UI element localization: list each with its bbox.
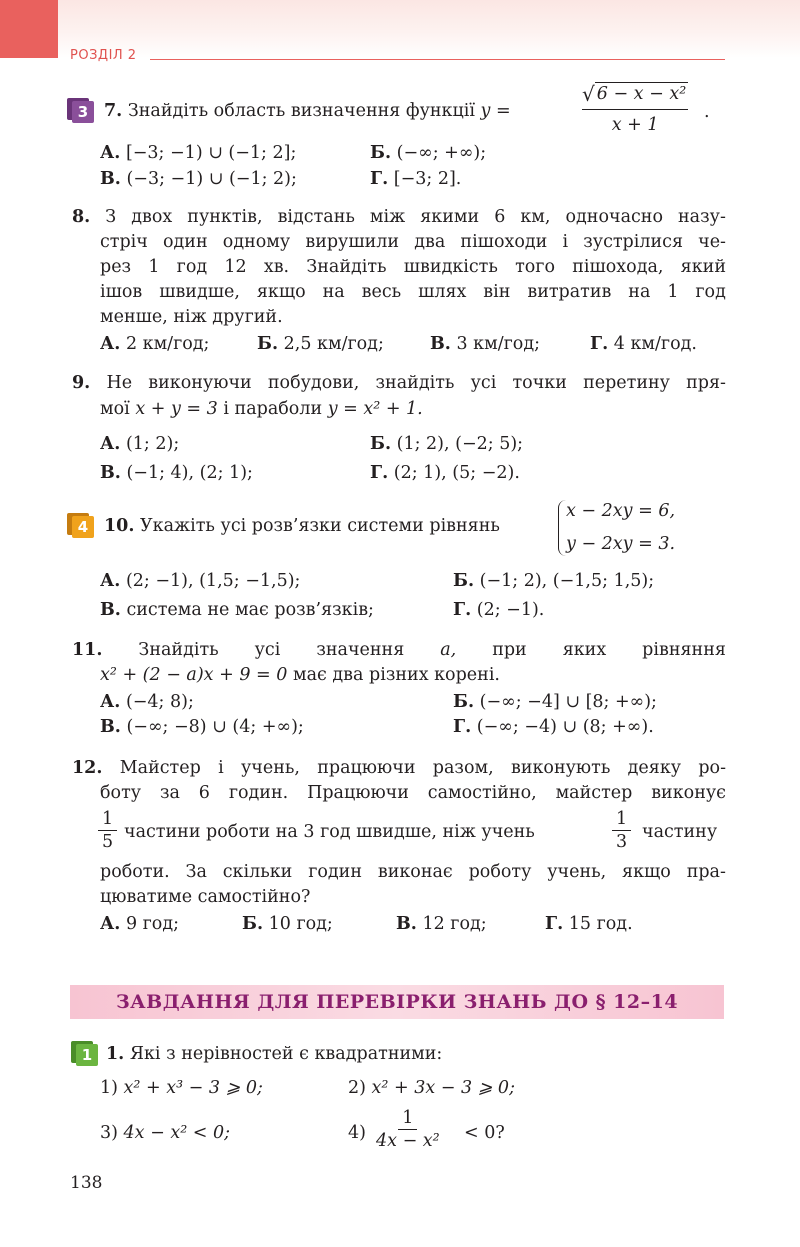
q12-line-2: боту за 6 годин. Працюючи самостійно, майстер виконує bbox=[100, 783, 726, 803]
option: Г. 15 год. bbox=[545, 914, 633, 934]
q7-fraction: √ 6 − x − x² x + 1 bbox=[582, 82, 687, 135]
option: Г. 4 км/год. bbox=[590, 334, 697, 354]
option: А. (−4; 8); bbox=[100, 692, 194, 712]
option: В. 3 км/год; bbox=[430, 334, 540, 354]
option: А. 2 км/год; bbox=[100, 334, 210, 354]
q7-end: . bbox=[704, 102, 710, 122]
option: А. (1; 2); bbox=[100, 434, 180, 454]
q12-line-3: частини роботи на 3 год швидше, ніж учень bbox=[124, 822, 535, 842]
option: В. (−1; 4), (2; 1); bbox=[100, 463, 253, 483]
option: В. 12 год; bbox=[396, 914, 487, 934]
level-badge: 1 bbox=[76, 1044, 98, 1066]
option: Б. 2,5 км/год; bbox=[257, 334, 384, 354]
option: Г. (2; −1). bbox=[453, 600, 545, 620]
section-banner-title: ЗАВДАННЯ ДЛЯ ПЕРЕВІРКИ ЗНАНЬ ДО § 12–14 bbox=[115, 991, 679, 1013]
q12-line-5: цюватиме самостійно? bbox=[100, 887, 311, 907]
equation-system: x − 2xy = 6, y − 2xy = 3. bbox=[566, 501, 676, 554]
fraction-one-fifth: $\frac{1}{5}$ bbox=[98, 808, 117, 853]
page-number: 138 bbox=[70, 1173, 103, 1193]
fraction-one-third: $\frac{1}{3}$ bbox=[612, 808, 631, 853]
option: В. система не має розв’язків; bbox=[100, 600, 374, 620]
option: Б. (−∞; +∞); bbox=[370, 143, 487, 163]
header-rule bbox=[150, 59, 725, 60]
item-4-tail: < 0? bbox=[464, 1123, 505, 1143]
chapter-tab bbox=[0, 0, 58, 58]
option: А. (2; −1), (1,5; −1,5); bbox=[100, 571, 301, 591]
option: Б. (1; 2), (−2; 5); bbox=[370, 434, 524, 454]
list-item: 1) x² + x³ − 3 ⩾ 0; bbox=[100, 1078, 263, 1098]
option: Б. (−1; 2), (−1,5; 1,5); bbox=[453, 571, 655, 591]
q10-text: 10. Укажіть усі розв’язки системи рівнянь bbox=[104, 516, 500, 536]
option: В. (−∞; −8) ∪ (4; +∞); bbox=[100, 717, 304, 737]
option: Г. [−3; 2]. bbox=[370, 169, 462, 189]
q9-line-1: 9. Не виконуючи побудови, знайдіть усі точки перетину пря- bbox=[72, 373, 726, 393]
q11-line-2: x² + (2 − a)x + 9 = 0 має два різних корені. bbox=[100, 665, 500, 685]
list-item: 3) 4x − x² < 0; bbox=[100, 1123, 231, 1143]
q11-line-1: 11. Знайдіть усі значення a, при яких рівняння bbox=[72, 640, 726, 660]
q8-line-2: стріч один одному вирушили два пішоходи і зустрілися че- bbox=[100, 232, 726, 252]
option: Г. (−∞; −4) ∪ (8; +∞). bbox=[453, 717, 654, 737]
option: А. [−3; −1) ∪ (−1; 2]; bbox=[100, 143, 297, 163]
option: В. (−3; −1) ∪ (−1; 2); bbox=[100, 169, 297, 189]
option: Б. (−∞; −4] ∪ [8; +∞); bbox=[453, 692, 657, 712]
list-item: 4) bbox=[348, 1123, 366, 1143]
q12-line-4: роботи. За скільки годин виконає роботу учень, якщо пра- bbox=[100, 862, 726, 882]
section-label: РОЗДІЛ 2 bbox=[70, 48, 137, 63]
level-badge: 4 bbox=[72, 516, 94, 538]
list-item: 2) x² + 3x − 3 ⩾ 0; bbox=[348, 1078, 515, 1098]
option: Б. 10 год; bbox=[242, 914, 333, 934]
option: А. 9 год; bbox=[100, 914, 180, 934]
q8-line-3: рез 1 год 12 хв. Знайдіть швидкість того пішохода, який bbox=[100, 257, 726, 277]
option: Г. (2; 1), (5; −2). bbox=[370, 463, 520, 483]
q12-line-3-end: частину bbox=[642, 822, 718, 842]
t1-text: 1. Які з нерівностей є квадратними: bbox=[106, 1044, 443, 1064]
fraction-item-4: $\frac{1}{\text{4x − x²}}$ bbox=[376, 1108, 440, 1151]
q9-line-2: мої x + y = 3 і параболи y = x² + 1. bbox=[100, 399, 423, 419]
q8-line-5: менше, ніж другий. bbox=[100, 307, 283, 327]
level-badge: 3 bbox=[72, 101, 94, 123]
q7-text: 7. Знайдіть область визначення функції y = bbox=[104, 101, 511, 121]
q8-line-1: 8. З двох пунктів, відстань між якими 6 км, одночасно назу- bbox=[72, 207, 726, 227]
q8-line-4: ішов швидше, якщо на весь шлях він витратив на 1 год bbox=[100, 282, 726, 302]
q12-line-1: 12. Майстер і учень, працюючи разом, виконують деяку ро- bbox=[72, 758, 726, 778]
